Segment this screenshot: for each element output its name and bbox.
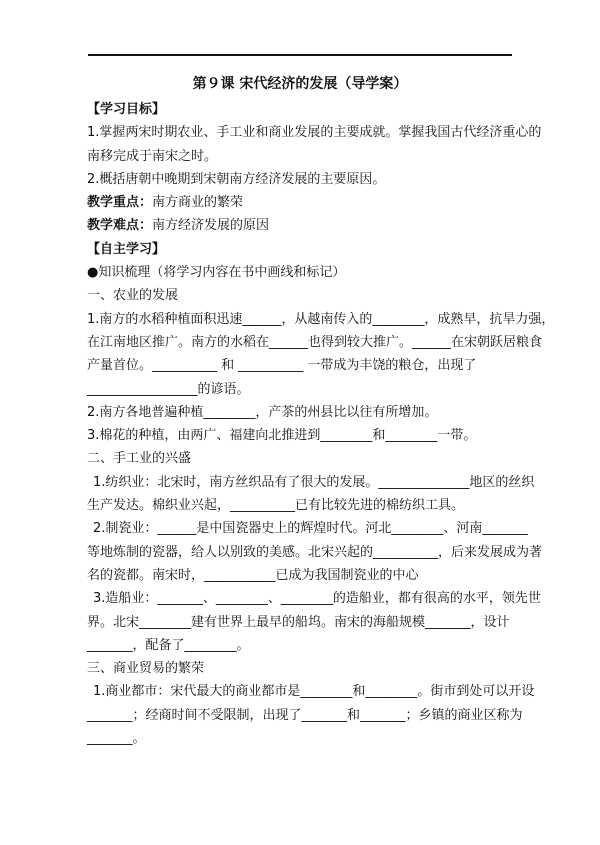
knowledge-review-note: ●知识梳理（将学习内容在书中画线和标记） — [87, 265, 346, 281]
handicraft-line-5: 名的瓷都。南宋时，___________已成为我国制瓷业的中心 — [87, 567, 419, 583]
top-rule — [88, 54, 512, 56]
handicraft-line-8: _______，配备了________。 — [87, 637, 250, 653]
commerce-line-1: 1.商业都市：宋代最大的商业都市是________和________。街市到处可以开设 — [93, 684, 535, 700]
handicraft-line-3: 2.制瓷业：______是中国瓷器史上的辉煌时代。河北________、河南_______ — [93, 521, 528, 537]
difficulty-label: 教学难点： — [87, 218, 153, 234]
commerce-line-3: _______。 — [87, 731, 146, 747]
key-point-label: 教学重点： — [87, 195, 153, 211]
handicraft-line-7: 界。北宋________建有世界上最早的船坞。南宋的海船规模_______，设计 — [87, 614, 510, 630]
teaching-key-point — [87, 191, 513, 214]
objective-1a: 1.掌握两宋时期农业、手工业和商业发展的主要成就。掌握我国古代经济重心的 — [87, 125, 542, 141]
lesson-title: 第９课 宋代经济的发展（导学案） — [192, 76, 408, 92]
agriculture-line-2: 在江南地区推广。南方的水稻在______也得到较大推广。______在宋朝跃居粮食 — [87, 334, 543, 350]
commerce-line-2: _______；经商时间不受限制，出现了_______和_______；乡镇的商业区称为 — [87, 707, 523, 723]
teaching-difficulty — [87, 214, 513, 237]
agriculture-line-3: 产量首位。__________ 和 __________ 一带成为丰饶的粮仓，出现了 — [87, 358, 477, 374]
objectives-heading: 【学习目标】 — [87, 102, 166, 117]
worksheet-content — [87, 74, 555, 750]
handicraft-line-2: 生产发达。棉织业兴起，__________已有比较先进的棉纺织工具。 — [87, 498, 465, 514]
handicraft-heading: 二、手工业的兴盛 — [87, 451, 192, 467]
handicraft-line-4: 等地炼制的瓷器，给人以别致的美感。北宋兴起的__________，后来发展成为著 — [87, 544, 543, 560]
self-study-heading: 【自主学习】 — [87, 241, 166, 257]
objective-1b: 南移完成于南宋之时。 — [87, 148, 218, 164]
handicraft-line-1: 1.纺织业：北宋时，南方丝织品有了很大的发展。______________地区的丝织 — [93, 474, 535, 490]
agriculture-line-1: 1.南方的水稻种植面积迅速______，从越南传入的________，成熟早，抗旱力强， — [87, 311, 555, 327]
commerce-heading: 三、商业贸易的繁荣 — [87, 661, 205, 677]
objective-2: 2.概括唐朝中晚期到宋朝南方经济发展的主要原因。 — [87, 171, 386, 187]
agriculture-line-4: _________________的谚语。 — [87, 381, 250, 397]
agriculture-heading: 一、农业的发展 — [87, 288, 179, 304]
agriculture-line-5: 2.南方各地普遍种植________，产茶的州县比以往有所增加。 — [87, 404, 438, 420]
agriculture-line-6: 3.棉花的种植，由两广、福建向北推进到________和________一带。 — [87, 428, 477, 444]
handicraft-line-6: 3.造船业：_______、________、________的造船业，都有很高的水平，领先世 — [93, 591, 541, 607]
key-point-text: 南方商业的繁荣 — [152, 195, 244, 211]
difficulty-text: 南方经济发展的原因 — [152, 218, 270, 234]
